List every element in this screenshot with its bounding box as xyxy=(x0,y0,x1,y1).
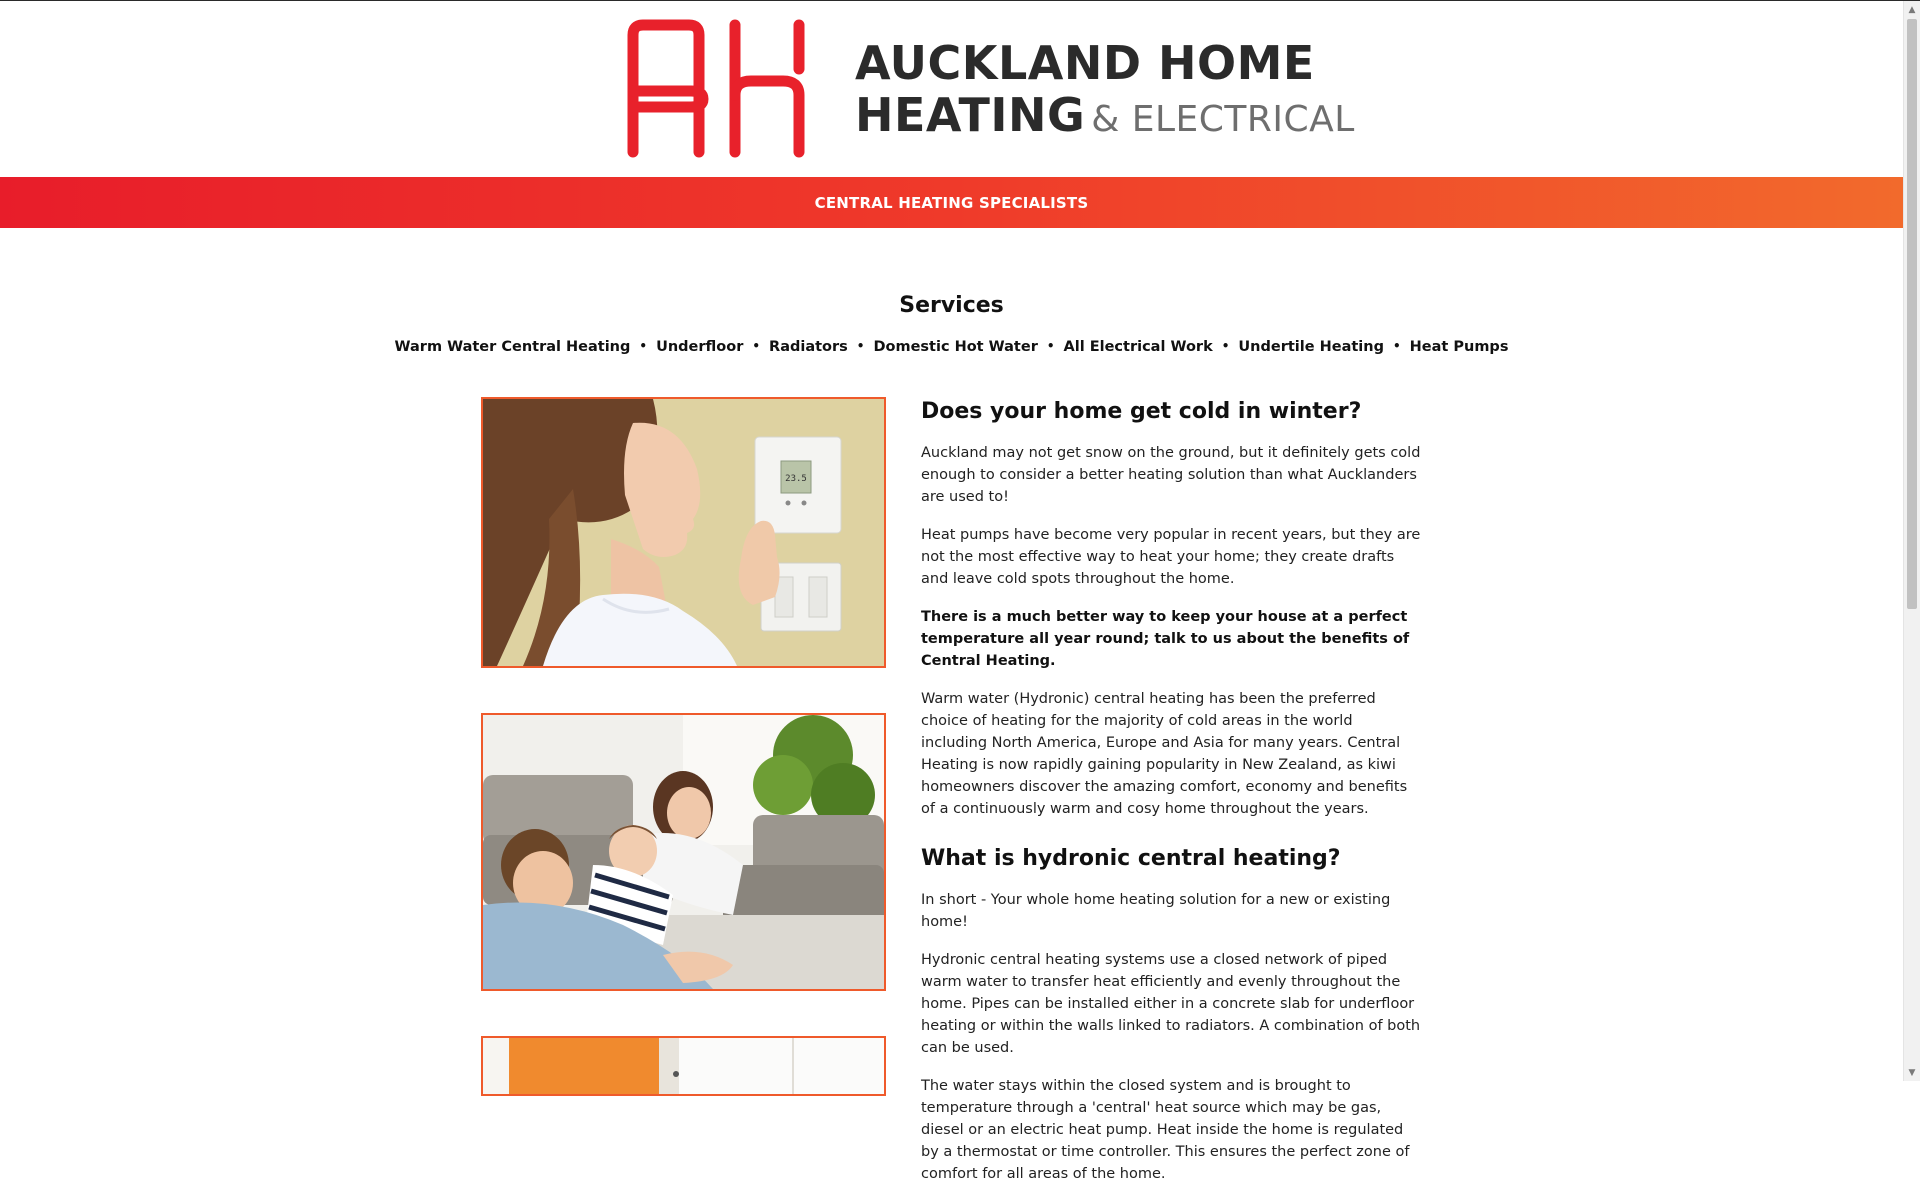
scroll-down-arrow-icon[interactable]: ▼ xyxy=(1908,1067,1916,1078)
article-paragraph: Warm water (Hydronic) central heating has been the preferred choice of heating for the majority of cold areas in the world including North America, Europe and Asia for many years. Central Heating is now rapidly gaining popularity in New Zealand, as kiwi homeowners discover the amazing comfort, economy and benefits of a continuously warm and cosy home throughout the years. xyxy=(921,691,1408,817)
photo-thermostat-image xyxy=(483,399,884,666)
article-content xyxy=(921,397,1423,1201)
site-logo-link[interactable] xyxy=(627,19,1355,159)
article-heading-cold-winter: Does your home get cold in winter? xyxy=(921,399,1362,424)
services-list xyxy=(0,339,1903,355)
banner-text: CENTRAL HEATING SPECIALISTS xyxy=(814,193,1089,212)
photo-radiator-room-image xyxy=(483,1038,884,1094)
article-paragraph: Hydronic central heating systems use a closed network of piped warm water to transfer heat efficiently and evenly throughout the home. Pipes can be installed either in a concrete slab for underfloor heating or within the walls linked to radiators. A combination of both can be used. xyxy=(921,952,1421,1056)
service-separator: • xyxy=(1046,339,1055,353)
service-separator: • xyxy=(1392,339,1401,353)
ah-logo-mark-icon xyxy=(627,19,827,159)
service-separator: • xyxy=(752,339,761,353)
service-item[interactable]: Radiators xyxy=(769,339,848,355)
site-header xyxy=(0,1,1903,177)
logo-wordmark xyxy=(855,36,1355,146)
article-paragraph: Heat pumps have become very popular in recent years, but they are not the most effective way to heat your home; they create drafts and leave cold spots throughout the home. xyxy=(921,527,1421,587)
tagline-banner xyxy=(0,177,1903,228)
service-item[interactable]: Domestic Hot Water xyxy=(873,339,1038,355)
photo-family-floor-image xyxy=(483,715,884,989)
logo-line-1: AUCKLAND HOME xyxy=(855,36,1315,90)
photo-family-floor xyxy=(481,713,886,991)
article-paragraph: The water stays within the closed system and is brought to temperature through a 'central' heat source which may be gas, diesel or an electric heat pump. Heat inside the home is regulated by a thermostat or time controller. This ensures the perfect zone of comfort for all areas of the home. xyxy=(921,1078,1410,1182)
service-separator: • xyxy=(1221,339,1230,353)
scrollbar-thumb[interactable] xyxy=(1907,19,1917,609)
service-item[interactable]: Underfloor xyxy=(656,339,744,355)
logo-line-2-suffix: & ELECTRICAL xyxy=(1091,99,1355,140)
service-item[interactable]: Undertile Heating xyxy=(1238,339,1384,355)
service-separator: • xyxy=(639,339,648,353)
photo-thermostat xyxy=(481,397,886,668)
service-item[interactable]: Heat Pumps xyxy=(1409,339,1509,355)
service-item[interactable]: All Electrical Work xyxy=(1063,339,1213,355)
service-separator: • xyxy=(856,339,865,353)
scroll-up-arrow-icon[interactable]: ▲ xyxy=(1908,4,1916,15)
article-heading-hydronic: What is hydronic central heating? xyxy=(921,846,1341,871)
article-highlight-paragraph: There is a much better way to keep your house at a perfect temperature all year round; talk to us about the benefits of Central Heating. xyxy=(921,609,1410,669)
article-paragraph: Auckland may not get snow on the ground, but it definitely gets cold enough to consider a better heating solution than what Aucklanders are used to! xyxy=(921,445,1421,505)
article-paragraph: In short - Your whole home heating solution for a new or existing home! xyxy=(921,892,1391,930)
services-title: Services xyxy=(899,293,1004,318)
service-item[interactable]: Warm Water Central Heating xyxy=(394,339,631,355)
logo-line-2-main: HEATING xyxy=(855,88,1086,142)
logo-line-2 xyxy=(855,88,1355,146)
page-scrollbar[interactable] xyxy=(1903,1,1920,1081)
photo-radiator-room xyxy=(481,1036,886,1096)
thermostat-readout: 23.5 xyxy=(785,474,807,484)
